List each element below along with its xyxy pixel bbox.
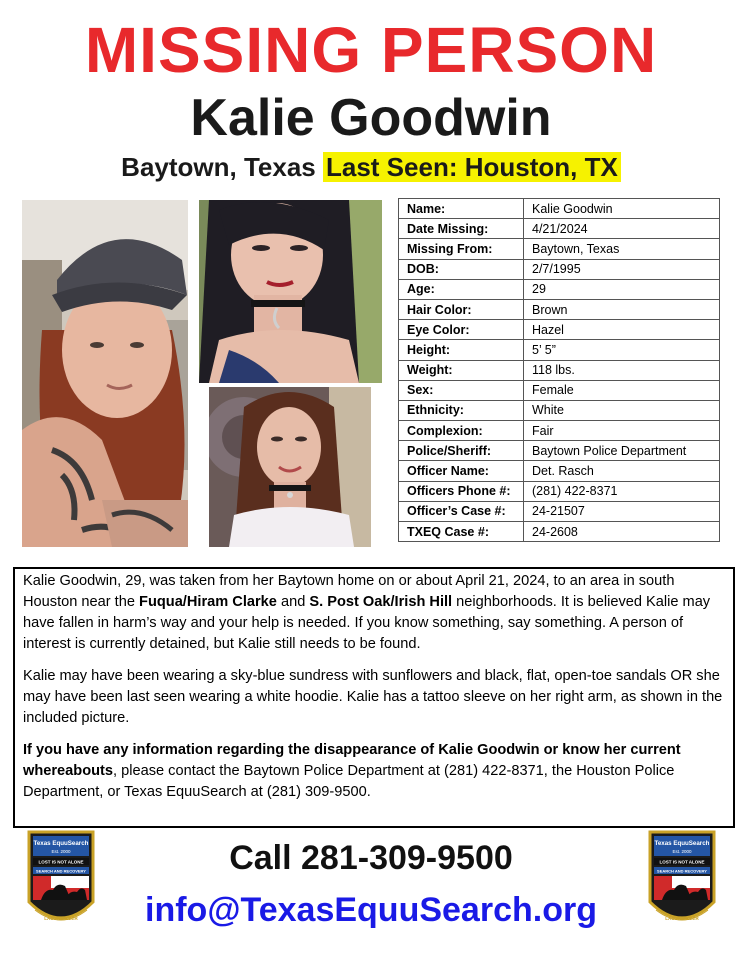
svg-text:Texas EquuSearch: Texas EquuSearch	[33, 840, 89, 847]
info-row	[399, 421, 720, 441]
location-line	[0, 150, 742, 184]
info-label: Eye Color:	[399, 320, 524, 340]
area-post-oak: S. Post Oak/Irish Hill	[309, 594, 453, 610]
info-row	[399, 239, 720, 259]
info-value: Baytown Police Department	[524, 441, 720, 461]
info-row	[399, 219, 720, 239]
call-number[interactable]: Call 281-309-9500	[229, 839, 513, 877]
svg-text:LAURA MILLER: LAURA MILLER	[665, 916, 699, 921]
svg-text:LOST IS NOT ALONE: LOST IS NOT ALONE	[659, 859, 705, 865]
info-label: Complexion:	[399, 421, 524, 441]
info-label: Weight:	[399, 360, 524, 380]
info-row	[399, 299, 720, 319]
info-label: Hair Color:	[399, 299, 524, 319]
info-row	[399, 522, 720, 542]
info-value: 24-21507	[524, 501, 720, 521]
info-value: 2/7/1995	[524, 259, 720, 279]
info-row	[399, 461, 720, 481]
info-value: Fair	[524, 421, 720, 441]
info-row	[399, 481, 720, 501]
svg-text:Texas EquuSearch: Texas EquuSearch	[654, 840, 710, 847]
missing-person-name: Kalie Goodwin	[190, 89, 552, 147]
info-value: (281) 422-8371	[524, 481, 720, 501]
missing-person-details-table	[398, 198, 720, 542]
info-value: Hazel	[524, 320, 720, 340]
info-label: Age:	[399, 279, 524, 299]
info-row	[399, 320, 720, 340]
svg-text:Est. 2000: Est. 2000	[672, 849, 692, 854]
info-row	[399, 501, 720, 521]
hometown: Baytown, Texas	[121, 152, 316, 182]
info-row	[399, 441, 720, 461]
description-paragraph-1: Kalie Goodwin, 29, was taken from her Baytown home on or about April 21, 2024, to an area in south Houston near the Fuqua/Hiram Clarke and S. Post Oak/Irish Hill neighborhoods. It is believed Kalie may have fallen in harm’s way and your help is needed. If you know something, say something. A person of interest is currently detained, but Kalie still needs to be found.	[23, 573, 711, 652]
svg-text:Est. 2000: Est. 2000	[51, 849, 71, 854]
info-value: White	[524, 400, 720, 420]
poster-headline: MISSING PERSON	[84, 14, 658, 86]
description-paragraph-2: Kalie may have been wearing a sky-blue sundress with sunflowers and black, flat, open-toe sandals OR she may have been last seen wearing a white hoodie. Kalie has a tattoo sleeve on her right arm, as shown in the included picture.	[23, 668, 723, 726]
info-label: Missing From:	[399, 239, 524, 259]
area-fuqua: Fuqua/Hiram Clarke	[139, 594, 277, 610]
info-value: Female	[524, 380, 720, 400]
info-label: DOB:	[399, 259, 524, 279]
info-label: Police/Sheriff:	[399, 441, 524, 461]
info-label: Officer Name:	[399, 461, 524, 481]
info-row	[399, 360, 720, 380]
info-label: TXEQ Case #:	[399, 522, 524, 542]
description-paragraph-3: If you have any information regarding the disappearance of Kalie Goodwin or know her current whereabouts, please contact the Baytown Police Department at (281) 422-8371, the Houston Police Department, or Texas EquuSearch at (281) 309-9500.	[23, 742, 681, 800]
info-row	[399, 380, 720, 400]
info-row	[399, 340, 720, 360]
svg-text:LAURA MILLER: LAURA MILLER	[44, 916, 78, 921]
info-label: Date Missing:	[399, 219, 524, 239]
photo-smiling	[209, 387, 371, 547]
info-row	[399, 199, 720, 219]
info-value: Brown	[524, 299, 720, 319]
info-value: Det. Rasch	[524, 461, 720, 481]
info-label: Officers Phone #:	[399, 481, 524, 501]
info-label: Ethnicity:	[399, 400, 524, 420]
info-row	[399, 279, 720, 299]
info-value: Kalie Goodwin	[524, 199, 720, 219]
info-label: Sex:	[399, 380, 524, 400]
photo-selfie-cap	[22, 200, 188, 547]
info-label: Height:	[399, 340, 524, 360]
info-label: Officer’s Case #:	[399, 501, 524, 521]
info-row	[399, 259, 720, 279]
info-value: 29	[524, 279, 720, 299]
svg-text:SEARCH AND RECOVERY: SEARCH AND RECOVERY	[657, 868, 707, 874]
last-seen-highlight: Last Seen: Houston, TX	[323, 152, 621, 182]
info-row	[399, 400, 720, 420]
info-value: 5’ 5”	[524, 340, 720, 360]
svg-text:SEARCH AND RECOVERY: SEARCH AND RECOVERY	[36, 868, 86, 874]
info-value: 4/21/2024	[524, 219, 720, 239]
info-label: Name:	[399, 199, 524, 219]
case-description	[13, 567, 735, 828]
svg-text:LOST IS NOT ALONE: LOST IS NOT ALONE	[38, 859, 84, 865]
info-value: 24-2608	[524, 522, 720, 542]
info-value: Baytown, Texas	[524, 239, 720, 259]
photo-choker-closeup	[199, 200, 382, 383]
info-value: 118 lbs.	[524, 360, 720, 380]
contact-email[interactable]: info@TexasEquuSearch.org	[145, 891, 597, 929]
